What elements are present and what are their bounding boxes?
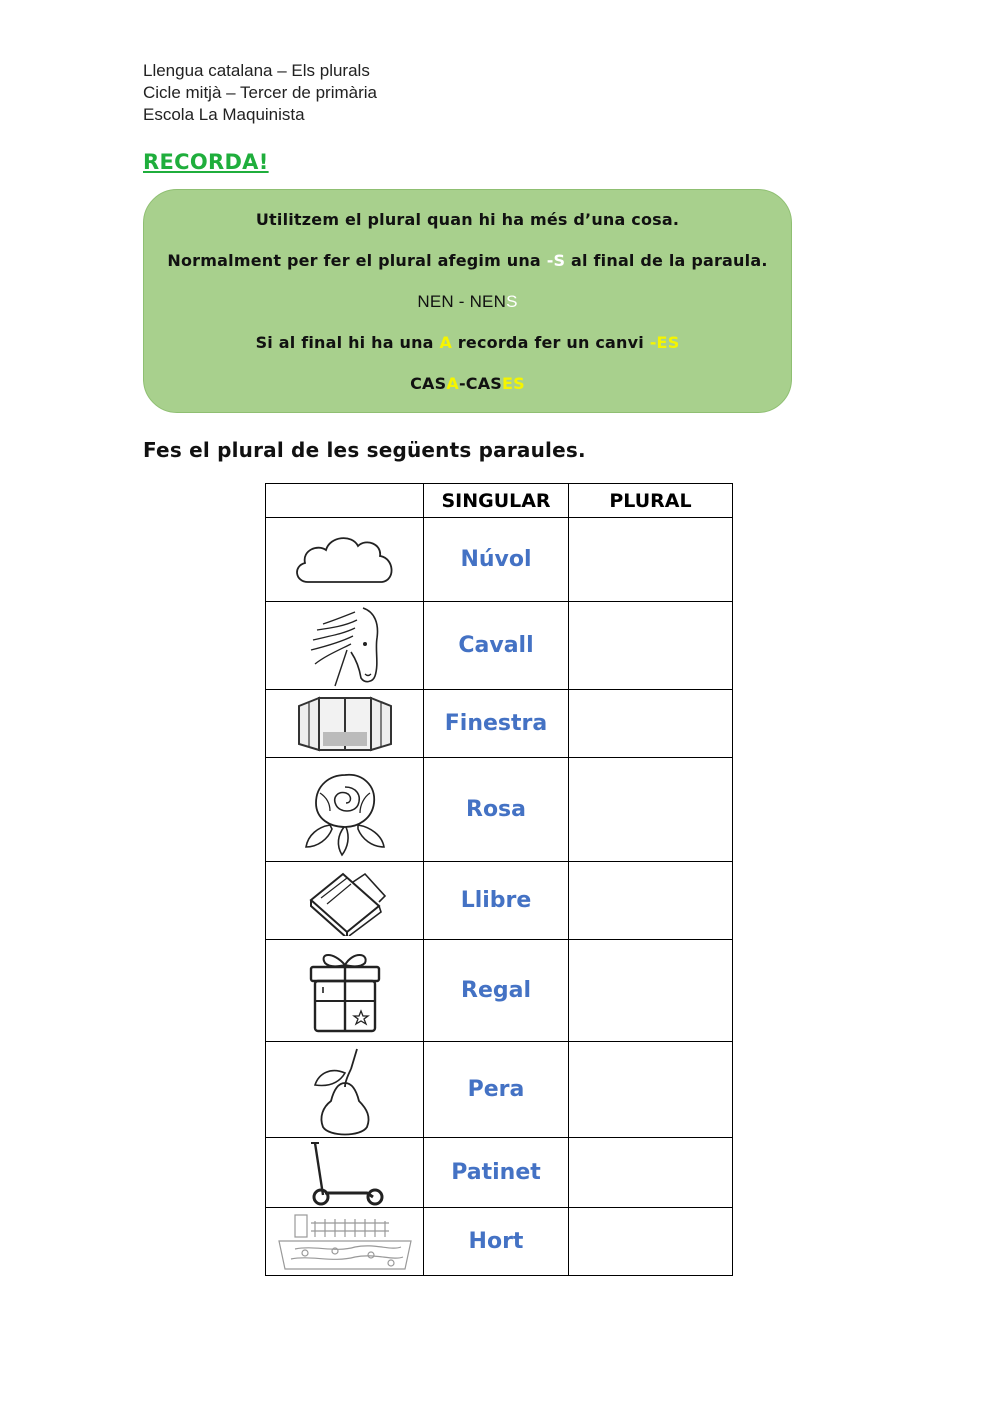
singular-cell xyxy=(424,1138,569,1208)
recorda-heading: RECORDA! xyxy=(143,150,269,174)
table-row xyxy=(266,1042,733,1138)
rule-highlight: A xyxy=(439,333,453,352)
rule-text: NEN - NEN xyxy=(417,292,507,311)
singular-cell xyxy=(424,940,569,1042)
rule-box xyxy=(143,189,792,413)
singular-word: Rosa xyxy=(466,797,526,822)
window-icon xyxy=(291,692,399,756)
rule-highlight: -ES xyxy=(649,333,680,352)
image-cell xyxy=(266,602,424,690)
singular-cell xyxy=(424,1208,569,1276)
image-cell xyxy=(266,862,424,940)
singular-word: Núvol xyxy=(460,547,532,572)
plural-answer-cell[interactable] xyxy=(569,862,733,940)
rule-text: CAS xyxy=(410,374,447,393)
book-icon xyxy=(303,866,387,936)
singular-cell xyxy=(424,518,569,602)
image-cell xyxy=(266,1208,424,1276)
plural-answer-cell[interactable] xyxy=(569,1208,733,1276)
rule-text: Si al final hi ha una xyxy=(255,333,440,352)
scooter-icon xyxy=(303,1139,387,1207)
singular-cell xyxy=(424,758,569,862)
horse-icon xyxy=(305,604,385,688)
singular-word: Cavall xyxy=(458,633,534,658)
cloud-icon xyxy=(290,530,400,590)
plural-answer-cell[interactable] xyxy=(569,758,733,862)
image-cell xyxy=(266,518,424,602)
table-row xyxy=(266,602,733,690)
header-school: Escola La Maquinista xyxy=(143,105,305,124)
rule-line-3 xyxy=(144,292,791,312)
rose-icon xyxy=(300,763,390,857)
gift-icon xyxy=(303,945,387,1037)
table-row xyxy=(266,1208,733,1276)
singular-cell xyxy=(424,862,569,940)
rule-text: Utilitzem el plural quan hi ha més d’una cosa. xyxy=(255,210,680,229)
header-plural: PLURAL xyxy=(569,484,733,518)
plural-answer-cell[interactable] xyxy=(569,690,733,758)
table-row xyxy=(266,940,733,1042)
pear-icon xyxy=(305,1043,385,1137)
singular-word: Finestra xyxy=(444,711,548,736)
rule-text: Normalment per fer el plural afegim una xyxy=(167,251,547,270)
table-row xyxy=(266,518,733,602)
rule-line-2 xyxy=(144,251,791,270)
exercise-instruction: Fes el plural de les següents paraules. xyxy=(143,438,586,462)
table-row xyxy=(266,1138,733,1208)
plural-answer-cell[interactable] xyxy=(569,518,733,602)
singular-word: Hort xyxy=(468,1229,524,1254)
header-image xyxy=(266,484,424,518)
rule-highlight: A xyxy=(446,374,459,393)
image-cell xyxy=(266,1138,424,1208)
rule-text: recorda fer un canvi xyxy=(452,333,650,352)
table-row xyxy=(266,690,733,758)
header-singular: SINGULAR xyxy=(424,484,569,518)
header-course: Cicle mitjà – Tercer de primària xyxy=(143,83,377,102)
image-cell xyxy=(266,940,424,1042)
rule-highlight: -S xyxy=(546,251,566,270)
table-row xyxy=(266,758,733,862)
garden-icon xyxy=(275,1211,415,1273)
rule-line-5 xyxy=(144,374,791,393)
table-header-row xyxy=(266,484,733,518)
document-header xyxy=(143,60,377,126)
rule-highlight: ES xyxy=(502,374,525,393)
rule-text: -CAS xyxy=(458,374,503,393)
singular-word: Pera xyxy=(467,1077,525,1102)
singular-cell xyxy=(424,1042,569,1138)
plural-answer-cell[interactable] xyxy=(569,940,733,1042)
singular-word: Regal xyxy=(461,978,531,1003)
image-cell xyxy=(266,1042,424,1138)
table-row xyxy=(266,862,733,940)
rule-line-4 xyxy=(144,333,791,352)
header-subject: Llengua catalana – Els plurals xyxy=(143,61,370,80)
plural-table xyxy=(265,483,733,1276)
image-cell xyxy=(266,758,424,862)
plural-answer-cell[interactable] xyxy=(569,1042,733,1138)
singular-cell xyxy=(424,602,569,690)
singular-word: Llibre xyxy=(460,888,532,913)
rule-line-1 xyxy=(144,210,791,229)
plural-answer-cell[interactable] xyxy=(569,602,733,690)
plural-answer-cell[interactable] xyxy=(569,1138,733,1208)
rule-text: al final de la paraula. xyxy=(565,251,768,270)
rule-highlight: S xyxy=(506,292,518,311)
singular-word: Patinet xyxy=(451,1160,541,1185)
image-cell xyxy=(266,690,424,758)
singular-cell xyxy=(424,690,569,758)
